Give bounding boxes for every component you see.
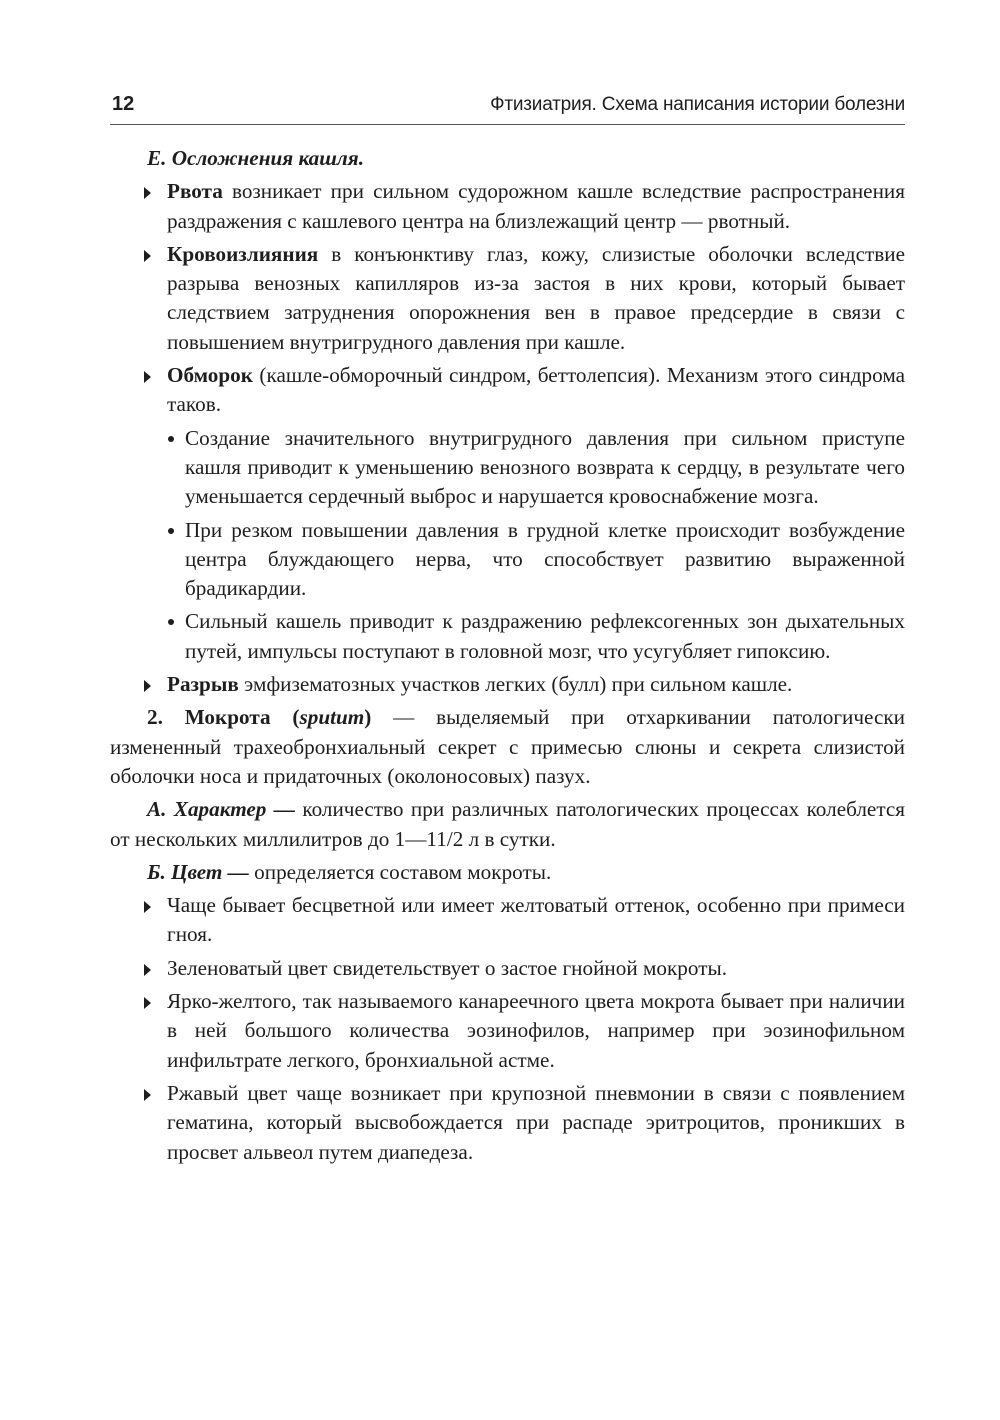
cough-complications-list [110, 177, 905, 419]
section-e-heading [110, 144, 905, 173]
arrow-bullet-icon [144, 997, 151, 1009]
dot-bullet-icon [168, 436, 174, 442]
item-text: в конъюнктиву глаз, кожу, слизистые оболочки вследствие разрыва венозных капилляров из-за застоя в них крови, который бывает следствием затруднения опорожнения вен в правое предсердие в связи с повышением внутригрудного давления при кашле. [167, 241, 905, 354]
list-item [110, 424, 905, 512]
arrow-bullet-icon [144, 964, 151, 976]
list-item [110, 670, 905, 699]
item-text: (кашле-обморочный синдром, беттолепсия). Механизм этого синдрома таков. [167, 363, 905, 417]
arrow-bullet-icon [144, 1089, 151, 1101]
list-item [110, 1079, 905, 1167]
item-text: Чаще бывает бесцветной или имеет желтоватый оттенок, особенно при примеси гноя. [167, 893, 905, 947]
color-label: Б. Цвет — [147, 859, 249, 884]
list-item [110, 177, 905, 236]
sputum-heading: 2. Мокрота ( [147, 705, 300, 730]
sputum-paragraph [110, 703, 905, 791]
section-e-title: Е. Осложнения кашля. [147, 146, 365, 170]
page-body [110, 144, 905, 1171]
item-text: Ярко-желтого, так называемого канареечного цвета мокрота бывает при наличии в ней большого количества эозинофилов, например при эозинофильном инфильтрате легкого, бронхиальной астме. [167, 989, 905, 1072]
dot-bullet-icon [168, 619, 174, 625]
color-paragraph [110, 858, 905, 887]
color-text: определяется составом мокроты. [248, 859, 552, 884]
sputum-color-list [110, 891, 905, 1167]
item-text: При резком повышении давления в грудной клетке происходит возбуждение центра блуждающего нерва, что способствует развитию выраженной брадикардии. [185, 517, 905, 601]
item-term: Обморок [167, 363, 253, 388]
list-item [110, 891, 905, 950]
page-number: 12 [112, 93, 135, 115]
running-title: Фтизиатрия. Схема написания истории болезни [490, 94, 905, 115]
sputum-heading-close: ) [364, 705, 372, 730]
cough-complications-list-cont [110, 670, 905, 699]
list-item [110, 361, 905, 420]
sputum-text: — выделяемый при отхаркивании патологически измененный трахеобронхиальный секрет с примесью слюны и секрета слизистой оболочки носа и придаточных (околоносовых) пазух. [110, 705, 906, 788]
arrow-bullet-icon [144, 680, 151, 692]
item-term: Кровоизлияния [167, 241, 319, 266]
character-paragraph [110, 795, 905, 854]
item-text: возникает при сильном судорожном кашле вследствие распространения раздражения с кашлевого центра на близлежащий центр — рвотный. [167, 179, 905, 233]
arrow-bullet-icon [144, 901, 151, 913]
item-text: Ржавый цвет чаще возникает при крупозной пневмонии в связи с появлением гематина, который высвобождается при распаде эритроцитов, проникших в просвет альвеол путем диапедеза. [167, 1080, 905, 1164]
page-header [110, 90, 905, 125]
item-term: Разрыв [167, 672, 239, 697]
list-item [110, 987, 905, 1075]
character-text: количество при различных патологических процессах колеблется от нескольких миллилитров до 1—11/2 л в сутки. [110, 797, 905, 851]
syncope-mechanism-list [110, 424, 905, 666]
arrow-bullet-icon [144, 250, 151, 262]
list-item [110, 607, 905, 666]
arrow-bullet-icon [144, 187, 151, 199]
item-text: Сильный кашель приводит к раздражению рефлексогенных зон дыхательных путей, импульсы поступают в головной мозг, что усугубляет гипоксию. [185, 609, 905, 663]
dot-bullet-icon [168, 528, 174, 534]
item-text: эмфизематозных участков легких (булл) при сильном кашле. [238, 672, 793, 697]
list-item [110, 240, 905, 357]
item-term: Рвота [167, 179, 223, 204]
item-text: Создание значительного внутригрудного давления при сильном приступе кашля приводит к уменьшению венозного возврата к сердцу, в результате чего уменьшается сердечный выброс и нарушается кровоснабжение мозга. [185, 425, 905, 509]
sputum-latin: sputum [299, 705, 365, 730]
character-label: А. Характер — [147, 797, 295, 822]
arrow-bullet-icon [144, 371, 151, 383]
list-item [110, 516, 905, 604]
list-item [110, 954, 905, 983]
item-text: Зеленоватый цвет свидетельствует о застое гнойной мокроты. [167, 955, 727, 980]
